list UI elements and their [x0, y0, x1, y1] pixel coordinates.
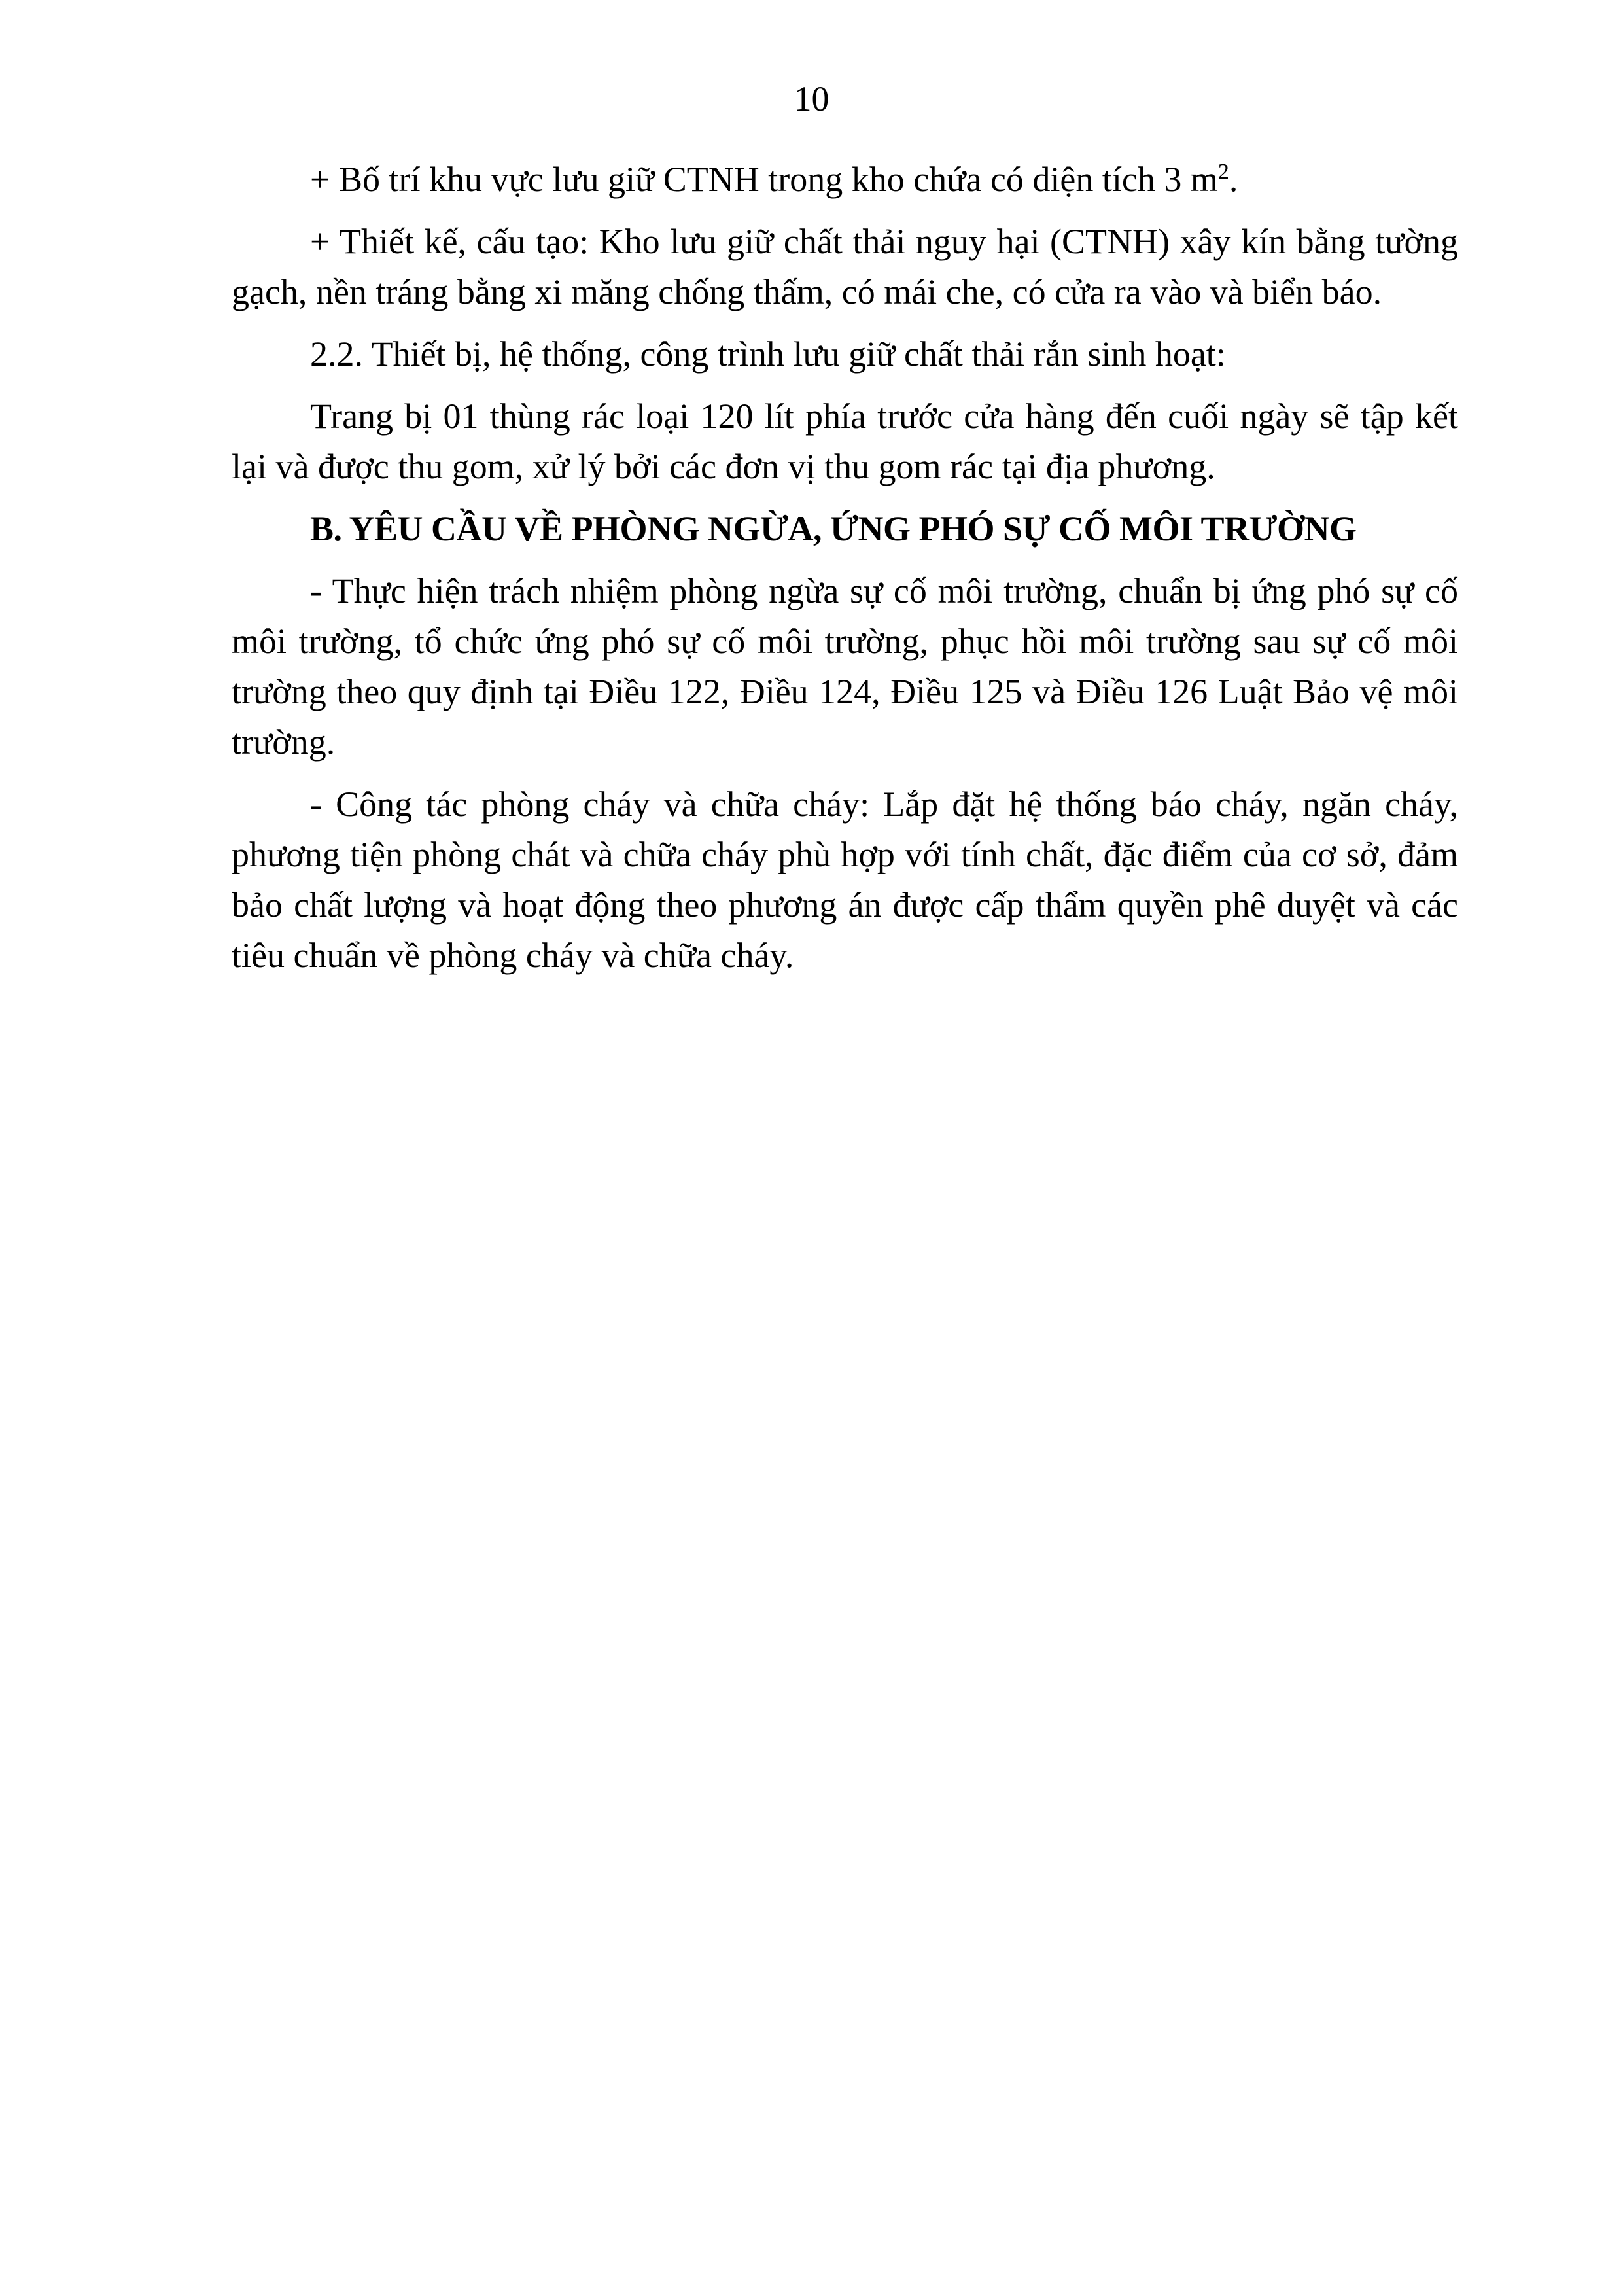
incident-prevention-text: Thực hiện trách nhiệm phòng ngừa sự cố môi trường, chuẩn bị ứng phó sự cố môi trường, tổ chức ứng phó sự cố môi trường, phục hồi môi trường sau sự cố môi trường theo quy định tại Điều 122, Điều 124, Điều 125 và Điều 126 Luật Bảo vệ môi trường.	[232, 571, 1458, 762]
document-body	[232, 154, 1458, 993]
section-b-heading: B. YÊU CẦU VỀ PHÒNG NGỪA, ỨNG PHÓ SỰ CỐ MÔI TRƯỜNG	[310, 509, 1357, 548]
fire-safety-paragraph: - Công tác phòng cháy và chữa cháy: Lắp đặt hệ thống báo cháy, ngăn cháy, phương tiện phòng chát và chữa cháy phù hợp với tính chất, đặc điểm của cơ sở, đảm bảo chất lượng và hoạt động theo phương án được cấp thẩm quyền phê duyệt và các tiêu chuẩn về phòng cháy và chữa cháy.	[232, 785, 1458, 975]
storage-area-text: + Bố trí khu vực lưu giữ CTNH trong kho chứa có diện tích 3 m	[310, 160, 1218, 199]
storage-design-paragraph: + Thiết kế, cấu tạo: Kho lưu giữ chất thải nguy hại (CTNH) xây kín bằng tường gạch, nền tráng bằng xi măng chống thấm, có mái che, có cửa ra vào và biển báo.	[232, 222, 1458, 311]
storage-area-period: .	[1229, 160, 1238, 199]
page-number: 10	[794, 79, 829, 118]
area-unit-superscript: 2	[1217, 160, 1229, 184]
storage-area-paragraph	[232, 154, 1458, 205]
solid-waste-subheading: 2.2. Thiết bị, hệ thống, công trình lưu giữ chất thải rắn sinh hoạt:	[310, 334, 1226, 374]
waste-bin-paragraph: Trang bị 01 thùng rác loại 120 lít phía trước cửa hàng đến cuối ngày sẽ tập kết lại và được thu gom, xử lý bởi các đơn vị thu gom rác tại địa phương.	[232, 397, 1458, 486]
bullet-dash: -	[310, 571, 322, 610]
incident-prevention-paragraph	[232, 566, 1458, 768]
